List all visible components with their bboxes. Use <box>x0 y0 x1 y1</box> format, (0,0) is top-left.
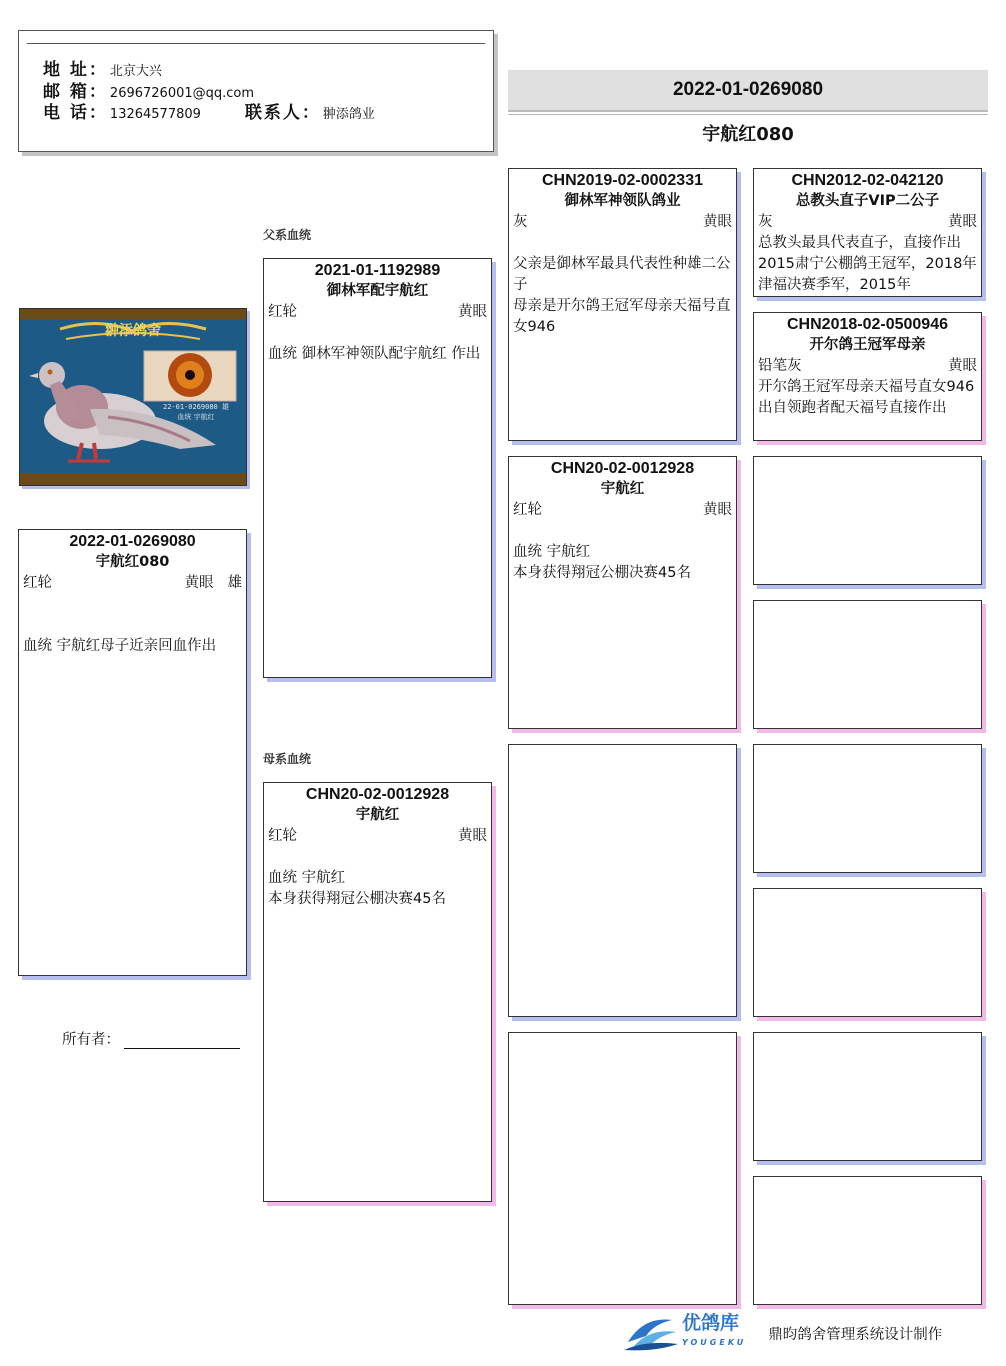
sire-sire-name: 御林军神领队鸽业 <box>564 193 681 209</box>
sire-sire-card[interactable] <box>508 168 737 441</box>
sire-name: 御林军配宇航红 <box>326 283 429 299</box>
sire-attributes <box>268 302 487 323</box>
sire-sire-eye: 黄眼 <box>703 214 732 230</box>
sire-sire-attributes <box>513 212 732 233</box>
sire-ring: 2021-01-1192989 <box>314 262 441 279</box>
sire-sire-color: 灰 <box>513 214 528 230</box>
brand-text: 优鸽库 <box>682 1312 740 1334</box>
phone-row <box>43 98 375 123</box>
subject-card[interactable] <box>18 529 247 976</box>
ds-sire-card[interactable] <box>753 744 982 873</box>
sire-dam-note-2: 本身获得翔冠公棚决赛45名 <box>513 565 691 581</box>
dam-ring: CHN20-02-0012928 <box>305 786 450 803</box>
brand-name <box>682 1313 746 1353</box>
ss-sire-ring: CHN2012-02-042120 <box>791 172 944 189</box>
header-bird-name: 宇航红080 <box>702 124 794 145</box>
photo-caption-1: 22-01-0269080 雄 <box>162 403 230 411</box>
dam-note-2: 本身获得翔冠公棚决赛45名 <box>268 891 446 907</box>
sire-sire-note-2: 母亲是开尔鸽王冠军母亲天福号直女946 <box>513 298 731 335</box>
owner-signature-line <box>124 1032 240 1049</box>
owner-label: 所有者： <box>62 1032 120 1048</box>
sire-line-label: 父系血统 <box>263 228 312 242</box>
address-label: 地 址： <box>43 60 108 80</box>
dam-name: 宇航红 <box>355 807 400 823</box>
sire-sire-note-1: 父亲是御林军最具代表性种雄二公子 <box>513 256 731 293</box>
ss-dam-color: 铅笔灰 <box>758 358 802 374</box>
ss-sire-card[interactable] <box>753 168 982 297</box>
ss-dam-card[interactable] <box>753 312 982 441</box>
ss-dam-attributes <box>758 356 977 377</box>
ss-dam-note-1: 开尔鸽王冠军母亲天福号直女946 <box>758 379 975 395</box>
ss-dam-ring: CHN2018-02-0500946 <box>787 316 948 333</box>
sire-dam-note-1: 血统 宇航红 <box>513 544 591 560</box>
subject-note-1: 血统 宇航红母子近亲回血作出 <box>23 638 217 654</box>
contact-person-label: 联系人： <box>244 103 321 123</box>
subject-eye: 黄眼 <box>184 575 214 591</box>
ss-sire-color: 灰 <box>758 214 773 230</box>
subject-name: 宇航红080 <box>95 554 170 570</box>
pigeon-illustration <box>20 309 246 485</box>
sire-dam-color: 红轮 <box>513 502 542 518</box>
ss-dam-eye: 黄眼 <box>948 358 977 374</box>
dam-sire-card[interactable] <box>508 744 737 1017</box>
ds-dam-card[interactable] <box>753 888 982 1017</box>
ss-dam-name: 开尔鸽王冠军母亲 <box>809 337 926 353</box>
brand-logo-icon <box>620 1312 682 1354</box>
owner-field <box>62 1028 240 1049</box>
bird-photo <box>19 308 247 486</box>
footer <box>620 1312 942 1354</box>
ss-sire-attributes <box>758 212 977 233</box>
sire-dam-ring: CHN20-02-0012928 <box>550 460 695 477</box>
phone-label: 电 话： <box>43 103 108 123</box>
sire-note-1: 血统 御林军神领队配宇航红 作出 <box>268 346 481 362</box>
dam-eye: 黄眼 <box>458 828 487 844</box>
subject-attributes <box>23 573 242 594</box>
photo-caption-2: 血统 宇航红 <box>177 413 215 421</box>
footer-credit: 鼎昀鸽舍管理系统设计制作 <box>768 1326 943 1343</box>
brand-text-en: YOUGEKU <box>682 1338 747 1347</box>
sire-eye: 黄眼 <box>458 304 487 320</box>
ss-sire-eye: 黄眼 <box>948 214 977 230</box>
sire-sire-ring: CHN2019-02-0002331 <box>542 172 703 189</box>
dam-dam-card[interactable] <box>508 1032 737 1305</box>
dam-color: 红轮 <box>268 828 297 844</box>
contact-person-value: 翀添鸽业 <box>322 107 375 122</box>
dd-dam-card[interactable] <box>753 1176 982 1305</box>
dam-note-1: 血统 宇航红 <box>268 870 346 886</box>
phone-value: 13264577809 <box>109 107 201 122</box>
dd-sire-card[interactable] <box>753 1032 982 1161</box>
sire-color: 红轮 <box>268 304 297 320</box>
sire-card[interactable] <box>263 258 492 678</box>
sd-dam-card[interactable] <box>753 600 982 729</box>
sd-sire-card[interactable] <box>753 456 982 585</box>
sire-dam-attributes <box>513 500 732 521</box>
header-ring-number: 2022-01-0269080 <box>508 70 988 112</box>
address-value: 北京大兴 <box>109 64 162 79</box>
contact-divider <box>27 43 485 44</box>
ss-sire-note-1: 总教头最具代表直子，直接作出2015肃宁公棚鸽王冠军，2018年津福决赛季军，2015年 <box>758 235 977 293</box>
ss-sire-name: 总教头直子VIP二公子 <box>795 193 940 209</box>
header-divider <box>508 114 988 115</box>
sire-dam-name: 宇航红 <box>600 481 645 497</box>
dam-line-label: 母系血统 <box>263 752 312 766</box>
contact-box <box>18 30 494 152</box>
sire-dam-card[interactable] <box>508 456 737 729</box>
sire-dam-eye: 黄眼 <box>703 502 732 518</box>
ss-dam-note-2: 出自领跑者配天福号直接作出 <box>758 400 947 416</box>
email-value: 2696726001@qq.com <box>109 86 255 101</box>
dam-attributes <box>268 826 487 847</box>
subject-ring: 2022-01-0269080 <box>69 533 196 550</box>
photo-banner: 翀添鸽舍 <box>105 323 161 339</box>
subject-color: 红轮 <box>23 575 52 591</box>
email-label: 邮 箱： <box>43 82 108 102</box>
subject-sex: 雄 <box>227 575 242 591</box>
dam-card[interactable] <box>263 782 492 1202</box>
